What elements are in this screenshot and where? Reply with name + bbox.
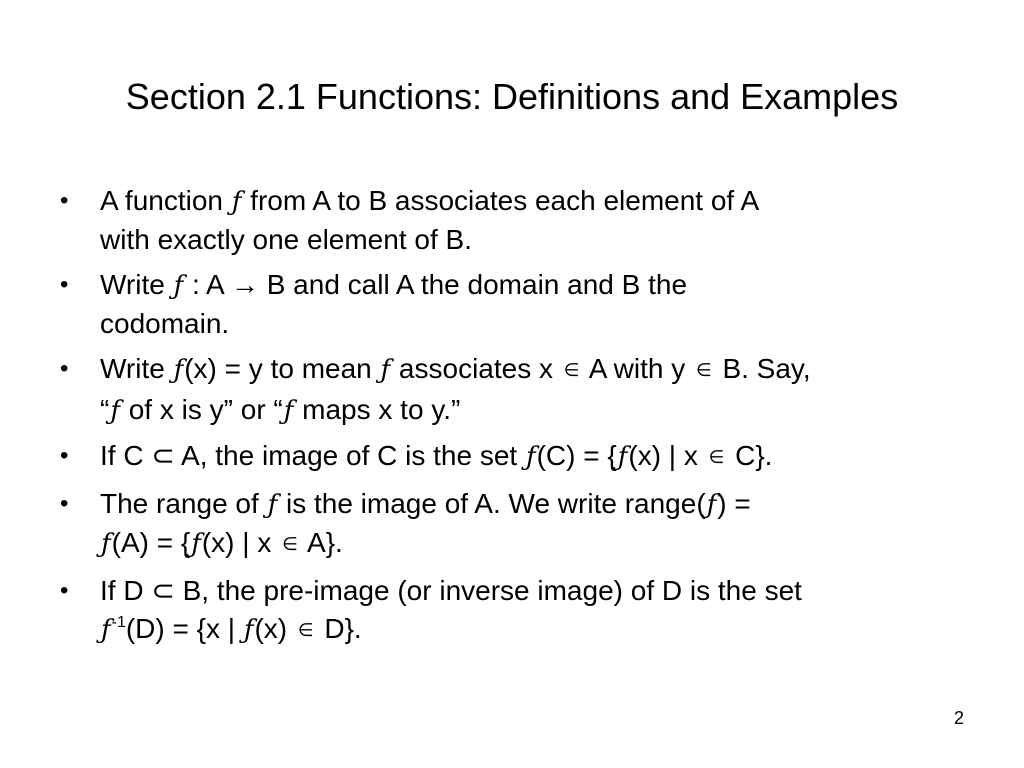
function-symbol: ƒ: [706, 490, 717, 520]
bullet-line: If D ⊂ B, the pre-image (or inverse image) of D is the set: [100, 575, 802, 606]
bullet-dot-icon: •: [60, 187, 69, 214]
function-symbol: ƒ: [173, 271, 184, 301]
bullet-line: ƒ(A) = {ƒ(x) | x ∈ A}.: [101, 527, 343, 559]
slide-title: Section 2.1 Functions: Definitions and Examples: [125, 76, 899, 117]
function-symbol: ƒ: [380, 355, 391, 385]
bullet-item: [60, 485, 980, 565]
superscript: -1: [111, 614, 126, 631]
bullet-line: If C ⊂ A, the image of C is the set ƒ(C) = {ƒ(x) | x ∈ C}.: [100, 440, 773, 472]
function-symbol: ƒ: [173, 355, 184, 385]
bullet-item: [60, 572, 980, 651]
element-of-symbol: ∈: [563, 360, 580, 380]
bullet-line: “ƒ of x is y” or “ƒ maps x to y.”: [100, 394, 461, 426]
function-symbol: ƒ: [283, 396, 294, 426]
bullet-line: $ƒ^{-1}(D) = \{x$ | ƒ(x) ∈ D}.: [101, 613, 362, 645]
function-symbol: ƒ: [101, 615, 111, 645]
function-symbol: ƒ: [525, 442, 536, 472]
bullet-line: Write ƒ(x) = y to mean ƒ associates x ∈ A with y ∈ B. Say,: [100, 353, 811, 385]
function-symbol: ƒ: [231, 187, 242, 217]
element-of-symbol: ∈: [282, 534, 298, 554]
function-symbol: ƒ: [243, 615, 254, 645]
element-of-symbol: ∈: [297, 620, 314, 640]
bullet-item: [60, 437, 980, 478]
bullet-item: [60, 350, 980, 430]
bullet-dot-icon: •: [60, 355, 69, 382]
bullet-line: with exactly one element of B.: [100, 224, 472, 255]
bullet-line: Write ƒ : A → B and call A the domain and B the: [100, 269, 688, 301]
bullet-line: A function ƒ from A to B associates each element of A: [100, 185, 760, 217]
bullet-dot-icon: •: [60, 577, 69, 604]
bullet-dot-icon: •: [60, 442, 69, 469]
function-symbol: ƒ: [110, 396, 120, 426]
function-symbol: ƒ: [101, 529, 111, 559]
function-symbol: ƒ: [191, 529, 201, 559]
bullet-dot-icon: •: [60, 490, 69, 517]
bullet-item: [60, 182, 980, 259]
bullet-item: [60, 266, 980, 343]
bullet-line: codomain.: [100, 308, 230, 339]
function-symbol: ƒ: [267, 490, 278, 520]
bullet-line: The range of ƒ is the image of A. We write range(ƒ) =: [100, 488, 751, 520]
element-of-symbol: ∈: [708, 447, 725, 467]
element-of-symbol: ∈: [695, 360, 712, 380]
bullet-list: [60, 182, 980, 658]
bullet-dot-icon: •: [60, 271, 69, 298]
function-symbol: ƒ: [617, 442, 628, 472]
page-number: 2: [953, 708, 964, 728]
